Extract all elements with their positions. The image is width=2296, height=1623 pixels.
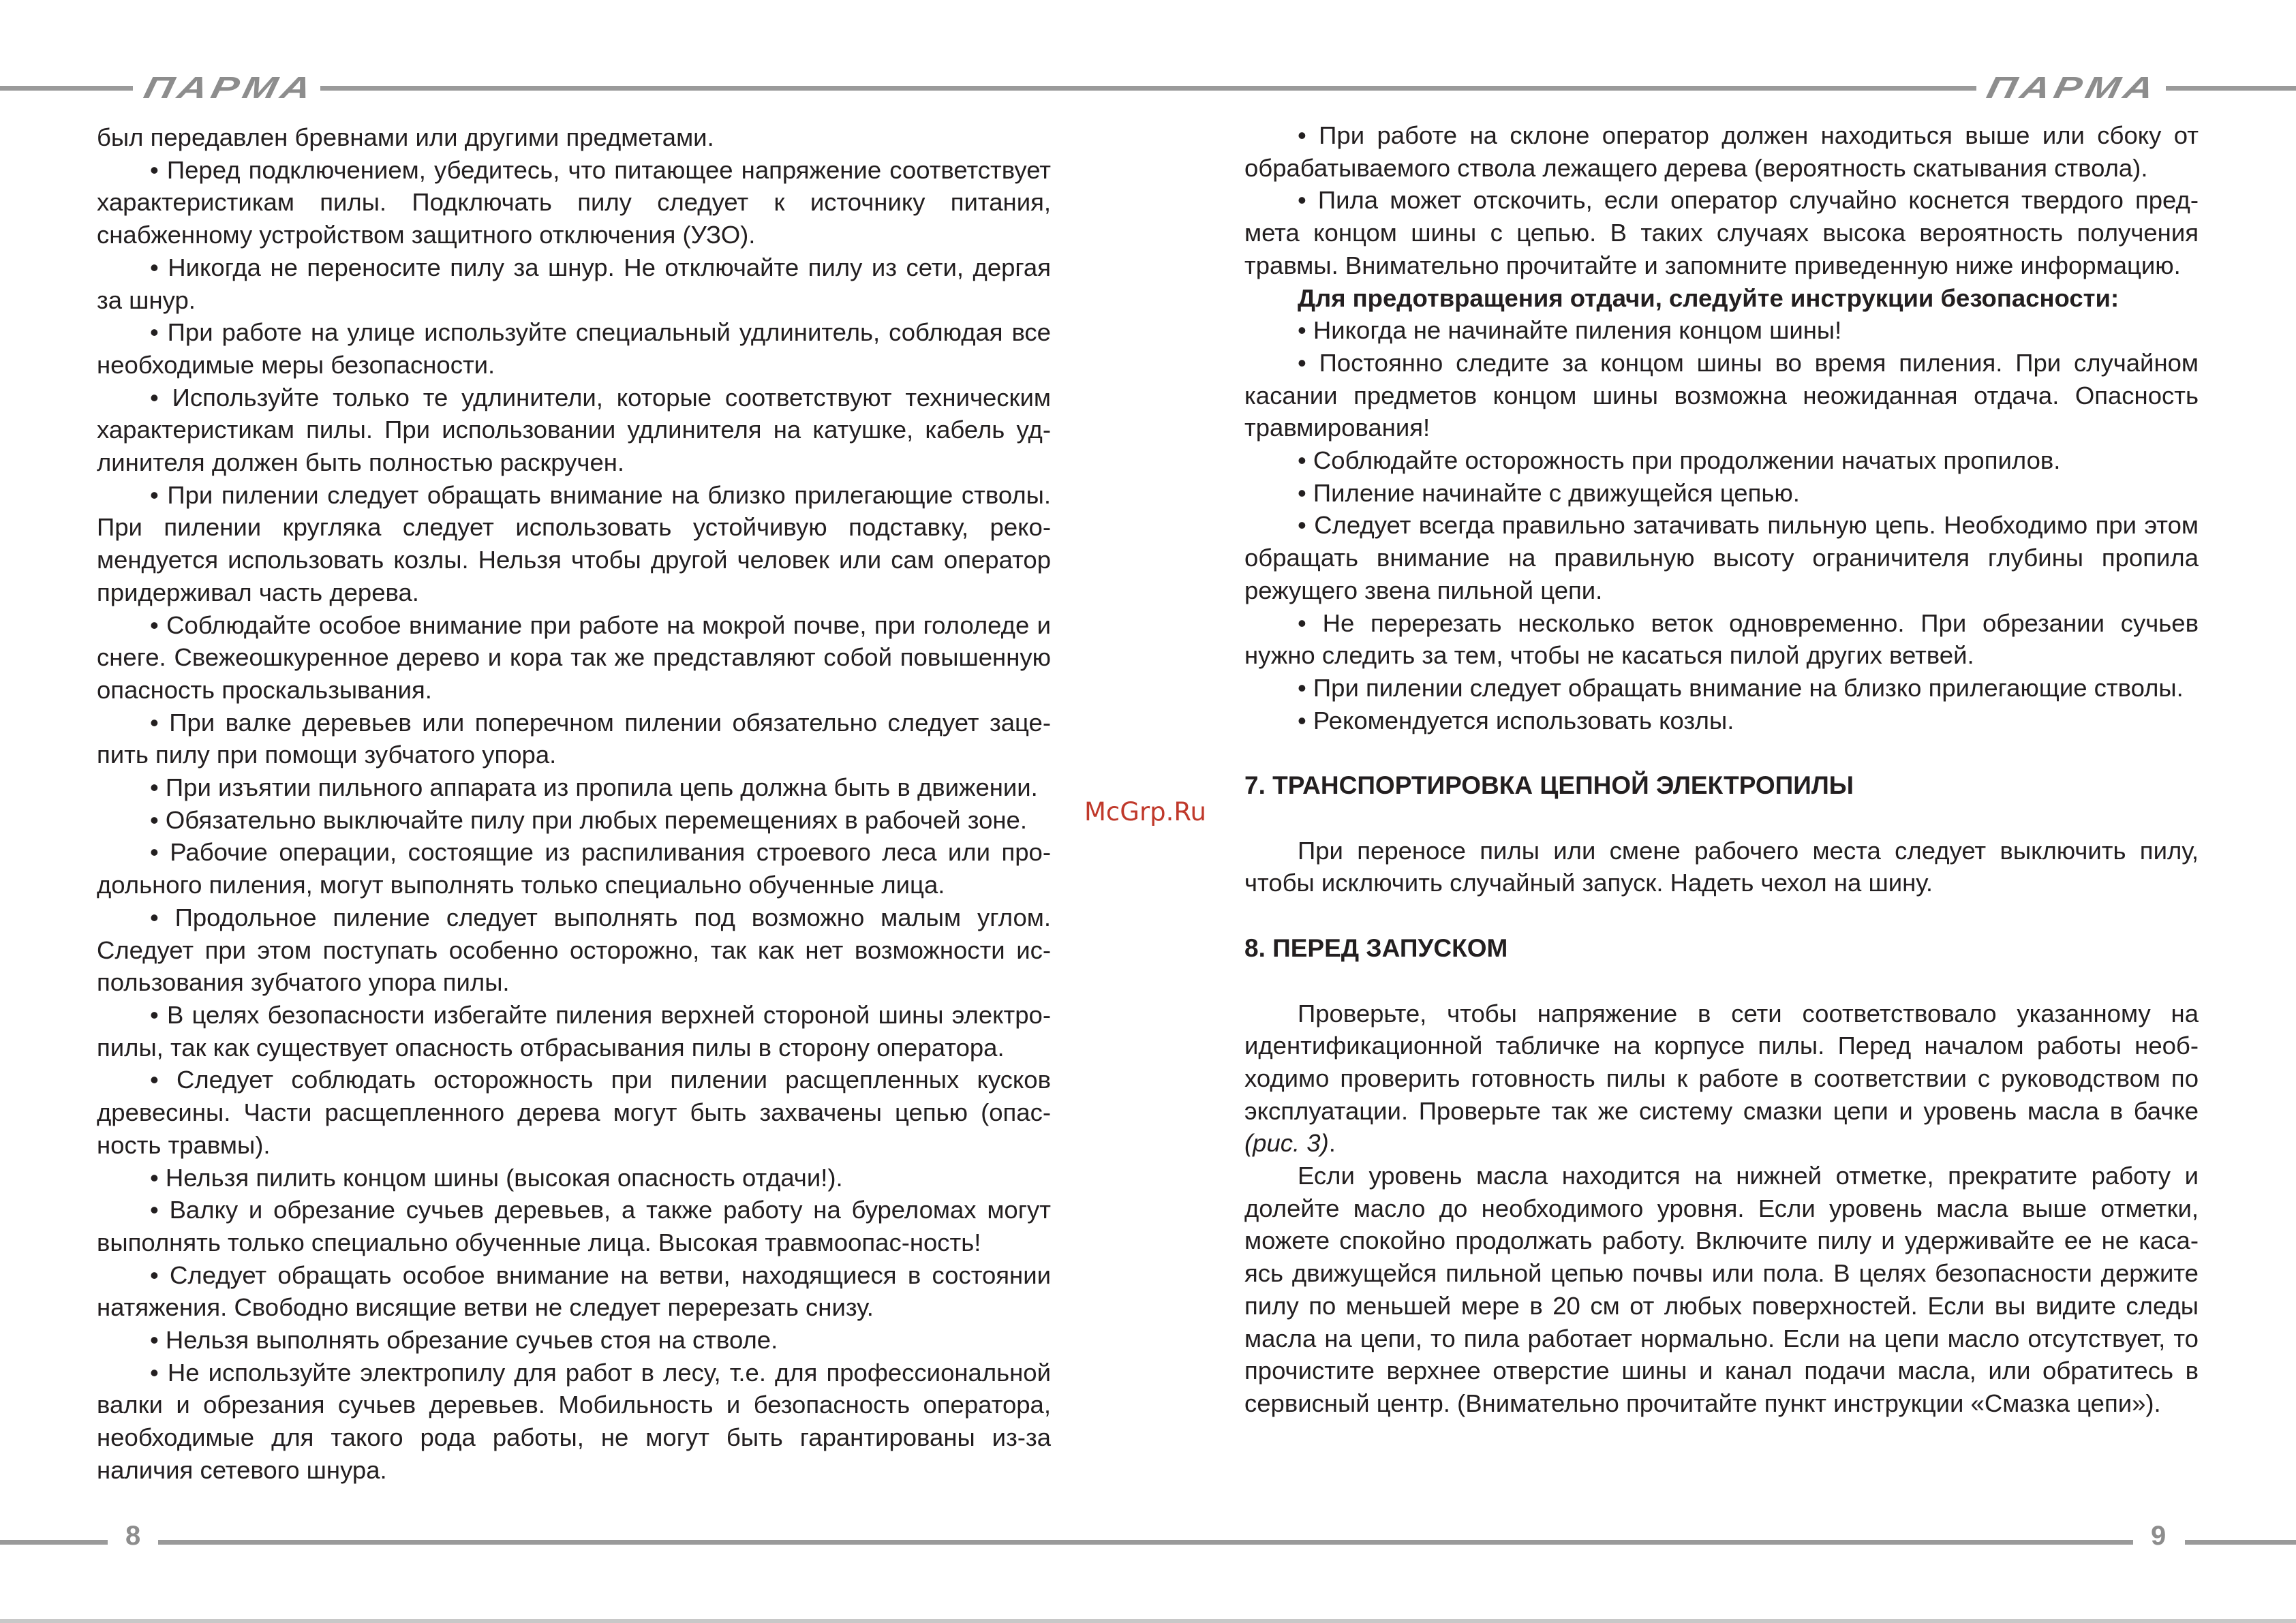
bullet-paragraph: • Соблюдайте особое внимание при работе на мокрой почве, при гололеде и снеге. Свежеошкуренное дерево и кора так же представляют собой повышенную опасность проскальзывания. (97, 610, 1051, 704)
footer-rule-center (158, 1540, 2133, 1545)
bullet-paragraph: • Используйте только те удлинители, которые соответствуют техническим характеристикам пилы. При использовании удлинителя на катушке, кабель удлинителя должен быть полностью раскручен. (97, 383, 1051, 477)
right-page-column (1244, 119, 2199, 1420)
bullet-paragraph: • Соблюдайте осторожность при продолжении начатых пропилов. (1298, 446, 2061, 475)
paragraph (1244, 998, 2199, 1160)
bullet-paragraph: • Никогда не начинайте пиления концом шины! (1298, 316, 1842, 345)
header-rule-right (2166, 86, 2296, 91)
bullet-paragraph: • Продольное пиление следует выполнять под возможно малым углом. Следует при этом поступать особенно осторожно, так как нет возможности использования зубчатого упора пилы. (97, 903, 1051, 997)
paragraph-end: . (1328, 1129, 1336, 1158)
footer-rule-right (2185, 1540, 2296, 1545)
bullet-paragraph: • Постоянно следите за концом шины во время пиления. При случайном касании предметов концом шины возможна неожиданная отдача. Опасность травмирования! (1244, 348, 2199, 442)
paragraph: При переносе пилы или смене рабочего места следует выключить пилу, чтобы исключить случайный запуск. Надеть чехол на шину. (1244, 836, 2199, 897)
bullet-paragraph: • Не используйте электропилу для работ в лесу, т.е. для профессиональной валки и обрезания сучьев деревьев. Мобильность и безопасность оператора, необходимые для такого рода работы, не могут быть гарантированы из-за наличия сетевого шнура. (97, 1358, 1051, 1484)
bullet-paragraph: • Никогда не переносите пилу за шнур. Не отключайте пилу из сети, дергая за шнур. (97, 253, 1051, 314)
parma-logo-left: ПАРМА (140, 70, 319, 105)
bullet-paragraph: • Не перерезать несколько веток одновременно. При обрезании сучьев нужно следить за тем, чтобы не касаться пилой других ветвей. (1244, 608, 2199, 670)
watermark-link[interactable]: McGrp.Ru (1084, 797, 1206, 826)
header-rule-left (0, 86, 133, 91)
paragraph-text: Проверьте, чтобы напряжение в сети соответствовало указанному на идентификационной табличке на корпусе пилы. Перед началом работы необходимо проверить готовность пилы к работе в соответствии с руководством по эксплуатации. Проверьте так же систему смазки цепи и уровень масла в бачке (1244, 999, 2199, 1125)
page-number-right: 9 (2151, 1521, 2167, 1551)
bullet-paragraph: • Обязательно выключайте пилу при любых перемещениях в рабочей зоне. (150, 805, 1027, 834)
bullet-paragraph: • При работе на склоне оператор должен находиться выше или сбоку от обрабатываемого ствола лежащего дерева (вероятность скатывания ствола). (1244, 121, 2199, 182)
paragraph: Если уровень масла находится на нижней отметке, прекратите работу и долейте масло до необходимого уровня. Если уровень масла выше отметки, можете спокойно продолжать работу. Включите пилу и удерживайте ее не касаясь движущейся пильной цепью почвы или пола. В целях безопасности держите пилу по меньшей мере в 20 см от любых поверхностей. Если вы видите следы масла на цепи, то пила работает нормально. Если на цепи масло отсутствует, то прочистите верхнее отверстие шины и канал подачи масла, или обратитесь в сервисный центр. (Внимательно прочитайте пункт инструкции «Смазка цепи»). (1244, 1162, 2199, 1417)
bullet-paragraph: • Нельзя выполнять обрезание сучьев стоя на стволе. (150, 1326, 778, 1355)
safety-instruction-heading: Для предотвращения отдачи, следуйте инструкции безопасности: (1298, 283, 2119, 312)
bullet-paragraph: • Перед подключением, убедитесь, что питающее напряжение соответствует характеристикам пилы. Подключать пилу следует к источнику питания, снабженному устройством защитного отключения (УЗО). (97, 155, 1051, 249)
footer-rule-left (0, 1540, 108, 1545)
bullet-paragraph: • Рабочие операции, состоящие из распиливания строевого леса или продольного пиления, могут выполнять только специально обученные лица. (97, 838, 1051, 899)
bullet-paragraph: • При валке деревьев или поперечном пилении обязательно следует зацепить пилу при помощи зубчатого упора. (97, 708, 1051, 769)
header-rule-center (320, 86, 1976, 91)
bullet-paragraph: • В целях безопасности избегайте пиления верхней стороной шины электропилы, так как существует опасность отбрасывания пилы в сторону оператора. (97, 1000, 1051, 1062)
bullet-paragraph: • Пила может отскочить, если оператор случайно коснется твердого предмета концом шины с цепью. В таких случаях высока вероятность получения травмы. Внимательно прочитайте и запомните приведенную ниже информацию. (1244, 186, 2199, 279)
bottom-edge (0, 1619, 2296, 1623)
bullet-paragraph: • Пиление начинайте с движущейся цепью. (1298, 478, 1800, 507)
section-heading-7: 7. ТРАНСПОРТИРОВКА ЦЕПНОЙ ЭЛЕКТРОПИЛЫ (1244, 771, 1854, 800)
bullet-paragraph: • Валку и обрезание сучьев деревьев, а также работу на буреломах могут выполнять только специально обученные лица. Высокая травмоопас-ность! (97, 1196, 1051, 1256)
bullet-paragraph: • Следует соблюдать осторожность при пилении расщепленных кусков древесины. Части расщепленного дерева могут быть захвачены цепью (опасность травмы). (97, 1066, 1051, 1159)
bullet-paragraph: • Рекомендуется использовать козлы. (1298, 706, 1734, 735)
bullet-paragraph: • При пилении следует обращать внимание на близко прилегающие стволы. (1298, 673, 2184, 702)
bullet-paragraph: • При изъятии пильного аппарата из пропила цепь должна быть в движении. (150, 773, 1038, 802)
section-heading-8: 8. ПЕРЕД ЗАПУСКОМ (1244, 933, 1508, 962)
bullet-paragraph: • Нельзя пилить концом шины (высокая опасность отдачи!). (150, 1163, 843, 1192)
parma-logo-right: ПАРМА (1983, 70, 2162, 105)
figure-reference: (рис. 3) (1244, 1129, 1329, 1158)
bullet-paragraph: • Следует обращать особое внимание на ветви, находящиеся в состоянии натяжения. Свободно висящие ветви не следует перерезать снизу. (97, 1261, 1051, 1322)
bullet-paragraph: • При работе на улице используйте специальный удлинитель, соблюдая все необходимые меры безопасности. (97, 318, 1051, 379)
bullet-paragraph: • При пилении следует обращать внимание на близко прилегающие стволы. При пилении кругляка следует использовать устойчивую подставку, рекомендуется использовать козлы. Нельзя чтобы другой человек или сам оператор придерживал часть дерева. (97, 480, 1051, 606)
page-number-left: 8 (125, 1521, 141, 1551)
left-page-column (97, 121, 1051, 1487)
paragraph: был передавлен бревнами или другими предметами. (97, 123, 714, 151)
bullet-paragraph: • Следует всегда правильно затачивать пильную цепь. Необходимо при этом обращать внимание на правильную высоту ограничителя глубины пропила режущего звена пильной цепи. (1244, 511, 2199, 604)
